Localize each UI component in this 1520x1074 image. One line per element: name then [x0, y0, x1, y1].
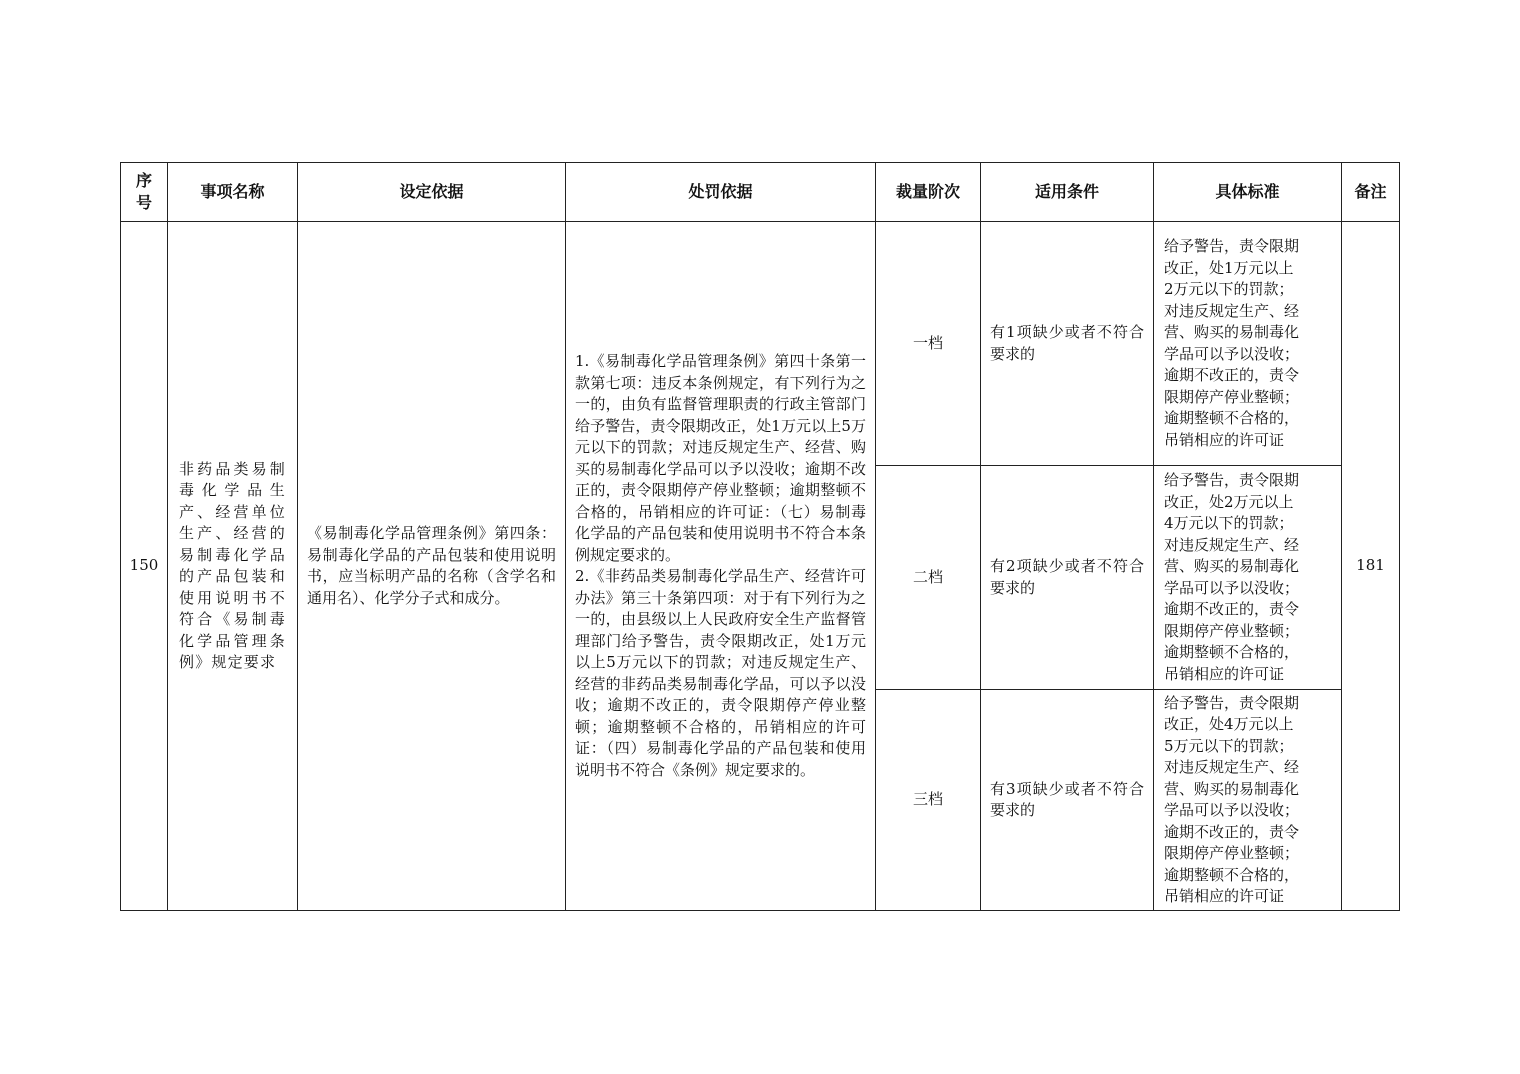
- cell-condition-2: 有2项缺少或者不符合要求的: [981, 466, 1154, 690]
- header-item-name: 事项名称: [168, 163, 298, 222]
- standard-line: 改正，处2万元以上: [1164, 492, 1294, 511]
- standard-line: 改正，处1万元以上: [1164, 258, 1294, 277]
- header-seq: 序号: [121, 163, 168, 222]
- standard-line: 对违反规定生产、经: [1164, 301, 1300, 320]
- standard-line: 给予警告，责令限期: [1164, 237, 1300, 255]
- header-remark: 备注: [1342, 163, 1400, 222]
- cell-remark: 181: [1342, 222, 1400, 911]
- standard-line: 营、购买的易制毒化: [1164, 779, 1300, 798]
- standard-line: 逾期整顿不合格的，: [1164, 409, 1300, 427]
- cell-seq: 150: [121, 222, 168, 911]
- standard-line: 吊销相应的许可证: [1164, 887, 1285, 905]
- standard-line: 吊销相应的许可证: [1164, 664, 1285, 683]
- header-penalty-basis: 处罚依据: [566, 163, 876, 222]
- cell-standard-2: [1154, 466, 1342, 690]
- cell-condition-3: 有3项缺少或者不符合要求的: [981, 690, 1154, 911]
- cell-setting-basis: 《易制毒化学品管理条例》第四条：易制毒化学品的产品包装和使用说明书，应当标明产品的名称（含学名和通用名）、化学分子式和成分。: [298, 222, 566, 911]
- cell-condition-1: 有1项缺少或者不符合要求的: [981, 222, 1154, 466]
- standard-line: 吊销相应的许可证: [1164, 430, 1285, 449]
- table-row: [121, 222, 1400, 466]
- penalty-basis-clause-1: 1.《易制毒化学品管理条例》第四十条第一款第七项：违反本条例规定，有下列行为之一的，由负有监督管理职责的行政主管部门给予警告，责令限期改正，处1万元以上5万元以下的罚款；对违反规定生产、经营、购买的易制毒化学品可以予以没收；逾期不改正的，责令限期停产停业整顿；逾期整顿不合格的，吊销相应的许可证：（七）易制毒化学品的产品包装和使用说明书不符合本条例规定要求的。: [575, 352, 866, 564]
- standard-line: 逾期整顿不合格的，: [1164, 643, 1300, 661]
- standard-line: 限期停产停业整顿；: [1164, 844, 1300, 862]
- standard-line: 改正，处4万元以上: [1164, 715, 1294, 733]
- standard-line: 逾期整顿不合格的，: [1164, 865, 1300, 884]
- standard-line: 逾期不改正的，责令: [1164, 600, 1300, 618]
- standard-line: 学品可以予以没收；: [1164, 344, 1300, 363]
- cell-standard-1: [1154, 222, 1342, 466]
- header-condition: 适用条件: [981, 163, 1154, 222]
- standard-line: 对违反规定生产、经: [1164, 535, 1300, 554]
- discretion-standard-table: [120, 162, 1400, 911]
- cell-penalty-basis: [566, 222, 876, 911]
- standard-line: 营、购买的易制毒化: [1164, 557, 1300, 575]
- standard-line: 营、购买的易制毒化: [1164, 323, 1300, 341]
- standard-line: 2万元以下的罚款；: [1164, 280, 1294, 298]
- cell-level-3: 三档: [876, 690, 981, 911]
- standard-line: 限期停产停业整顿；: [1164, 387, 1300, 406]
- penalty-basis-clause-2: 2.《非药品类易制毒化学品生产、经营许可办法》第三十条第四项：对于有下列行为之一的，由县级以上人民政府安全生产监督管理部门给予警告，责令限期改正，处1万元以上5万元以下的罚款；对违反规定生产、经营的非药品类易制毒化学品，可以予以没收；逾期不改正的，责令限期停产停业整顿；逾期整顿不合格的，吊销相应的许可证：（四）易制毒化学品的产品包装和使用说明书不符合《条例》规定要求的。: [575, 567, 866, 779]
- cell-level-2: 二档: [876, 466, 981, 690]
- standard-line: 限期停产停业整顿；: [1164, 621, 1300, 640]
- standard-line: 学品可以予以没收；: [1164, 801, 1300, 819]
- standard-line: 逾期不改正的，责令: [1164, 822, 1300, 841]
- header-standard: 具体标准: [1154, 163, 1342, 222]
- header-row: [121, 163, 1400, 222]
- header-level: 裁量阶次: [876, 163, 981, 222]
- standard-line: 给予警告，责令限期: [1164, 693, 1300, 712]
- header-setting-basis: 设定依据: [298, 163, 566, 222]
- cell-level-1: 一档: [876, 222, 981, 466]
- standard-line: 逾期不改正的，责令: [1164, 366, 1300, 384]
- standard-line: 4万元以下的罚款；: [1164, 514, 1294, 532]
- standard-line: 对违反规定生产、经: [1164, 758, 1300, 776]
- cell-item-name: 非药品类易制毒化学品生产、经营单位生产、经营的易制毒化学品的产品包装和使用说明书不符合《易制毒化学品管理条例》规定要求: [168, 222, 298, 911]
- standard-line: 给予警告，责令限期: [1164, 471, 1300, 489]
- standard-line: 学品可以予以没收；: [1164, 578, 1300, 597]
- standard-line: 5万元以下的罚款；: [1164, 736, 1294, 755]
- cell-standard-3: [1154, 690, 1342, 911]
